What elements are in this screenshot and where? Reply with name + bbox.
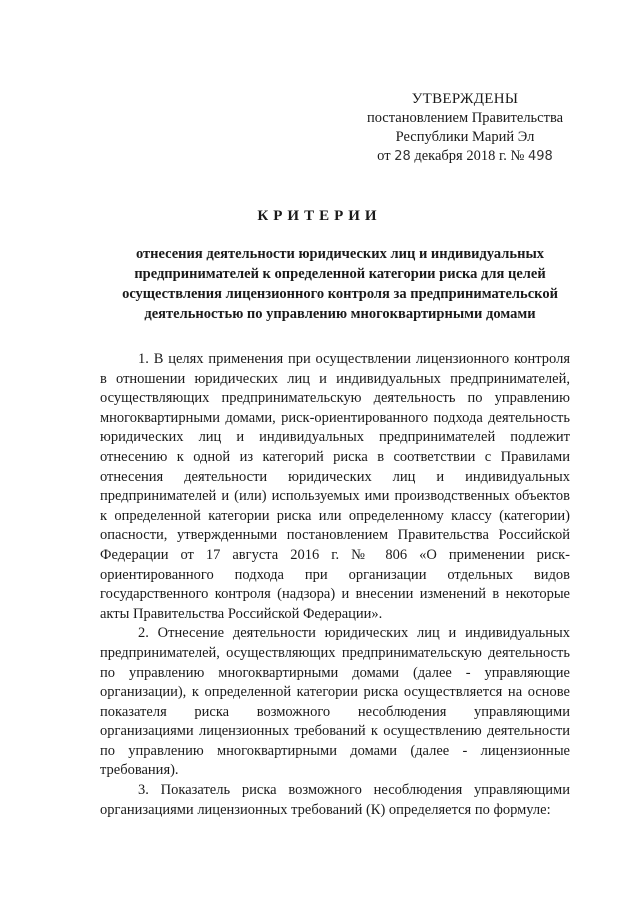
approval-title: УТВЕРЖДЕНЫ [411,91,519,107]
approval-date-prefix: от [377,148,391,164]
approval-line-2: Республики Марий Эл [395,129,535,145]
approval-date-rest: декабря 2018 г. № [414,148,525,164]
approval-date-day: 28 [394,149,411,164]
approval-date-number: 498 [528,149,553,164]
document-subtitle: отнесения деятельности юридических лиц и индивидуальных предпринимателей к определенной категории риска для целей осуществления лицензионного контроля за предпринимательской деятельностью по управлению многоквартирными домами [122,246,558,322]
approval-date-line [350,147,580,166]
paragraph-3: 3. Показатель риска возможного несоблюдения управляющими организациями лицензионных требований (К) определяется по формуле: [100,782,570,818]
approval-block [350,90,580,166]
paragraph-2: 2. Отнесение деятельности юридических лиц и индивидуальных предпринимателей, осуществляющих предпринимательскую деятельность по управлению многоквартирными домами (далее - управляющие организации), к определенной категории риска осуществляется на основе показателя риска возможного несоблюдения управляющими организациями лицензионных требований к осуществлению деятельности по управлению многоквартирными домами (далее - лицензионные требования). [100,625,570,779]
paragraph-1: 1. В целях применения при осуществлении лицензионного контроля в отношении юридических лиц и индивидуальных предпринимателей, осуществляющих предпринимательскую деятельность по управлению многоквартирными домами, риск-ориентированного подхода деятельность юридических лиц и индивидуальных предпринимателей подлежит отнесению к одной из категорий риска в соответствии с Правилами отнесения деятельности юридических лиц и индивидуальных предпринимателей и (или) используемых ими производственных объектов к определенной категории риска или определенному классу (категории) опасности, утвержденными постановлением Правительства Российской Федерации от 17 августа 2016 г. № 806 «О применении риск-ориентированного подхода при организации отдельных видов государственного контроля (надзора) и внесении изменений в некоторые акты Правительства Российской Федерации». [100,351,570,622]
document-body [100,350,570,820]
approval-line-1: постановлением Правительства [366,110,564,126]
document-title: КРИТЕРИИ [257,208,382,224]
